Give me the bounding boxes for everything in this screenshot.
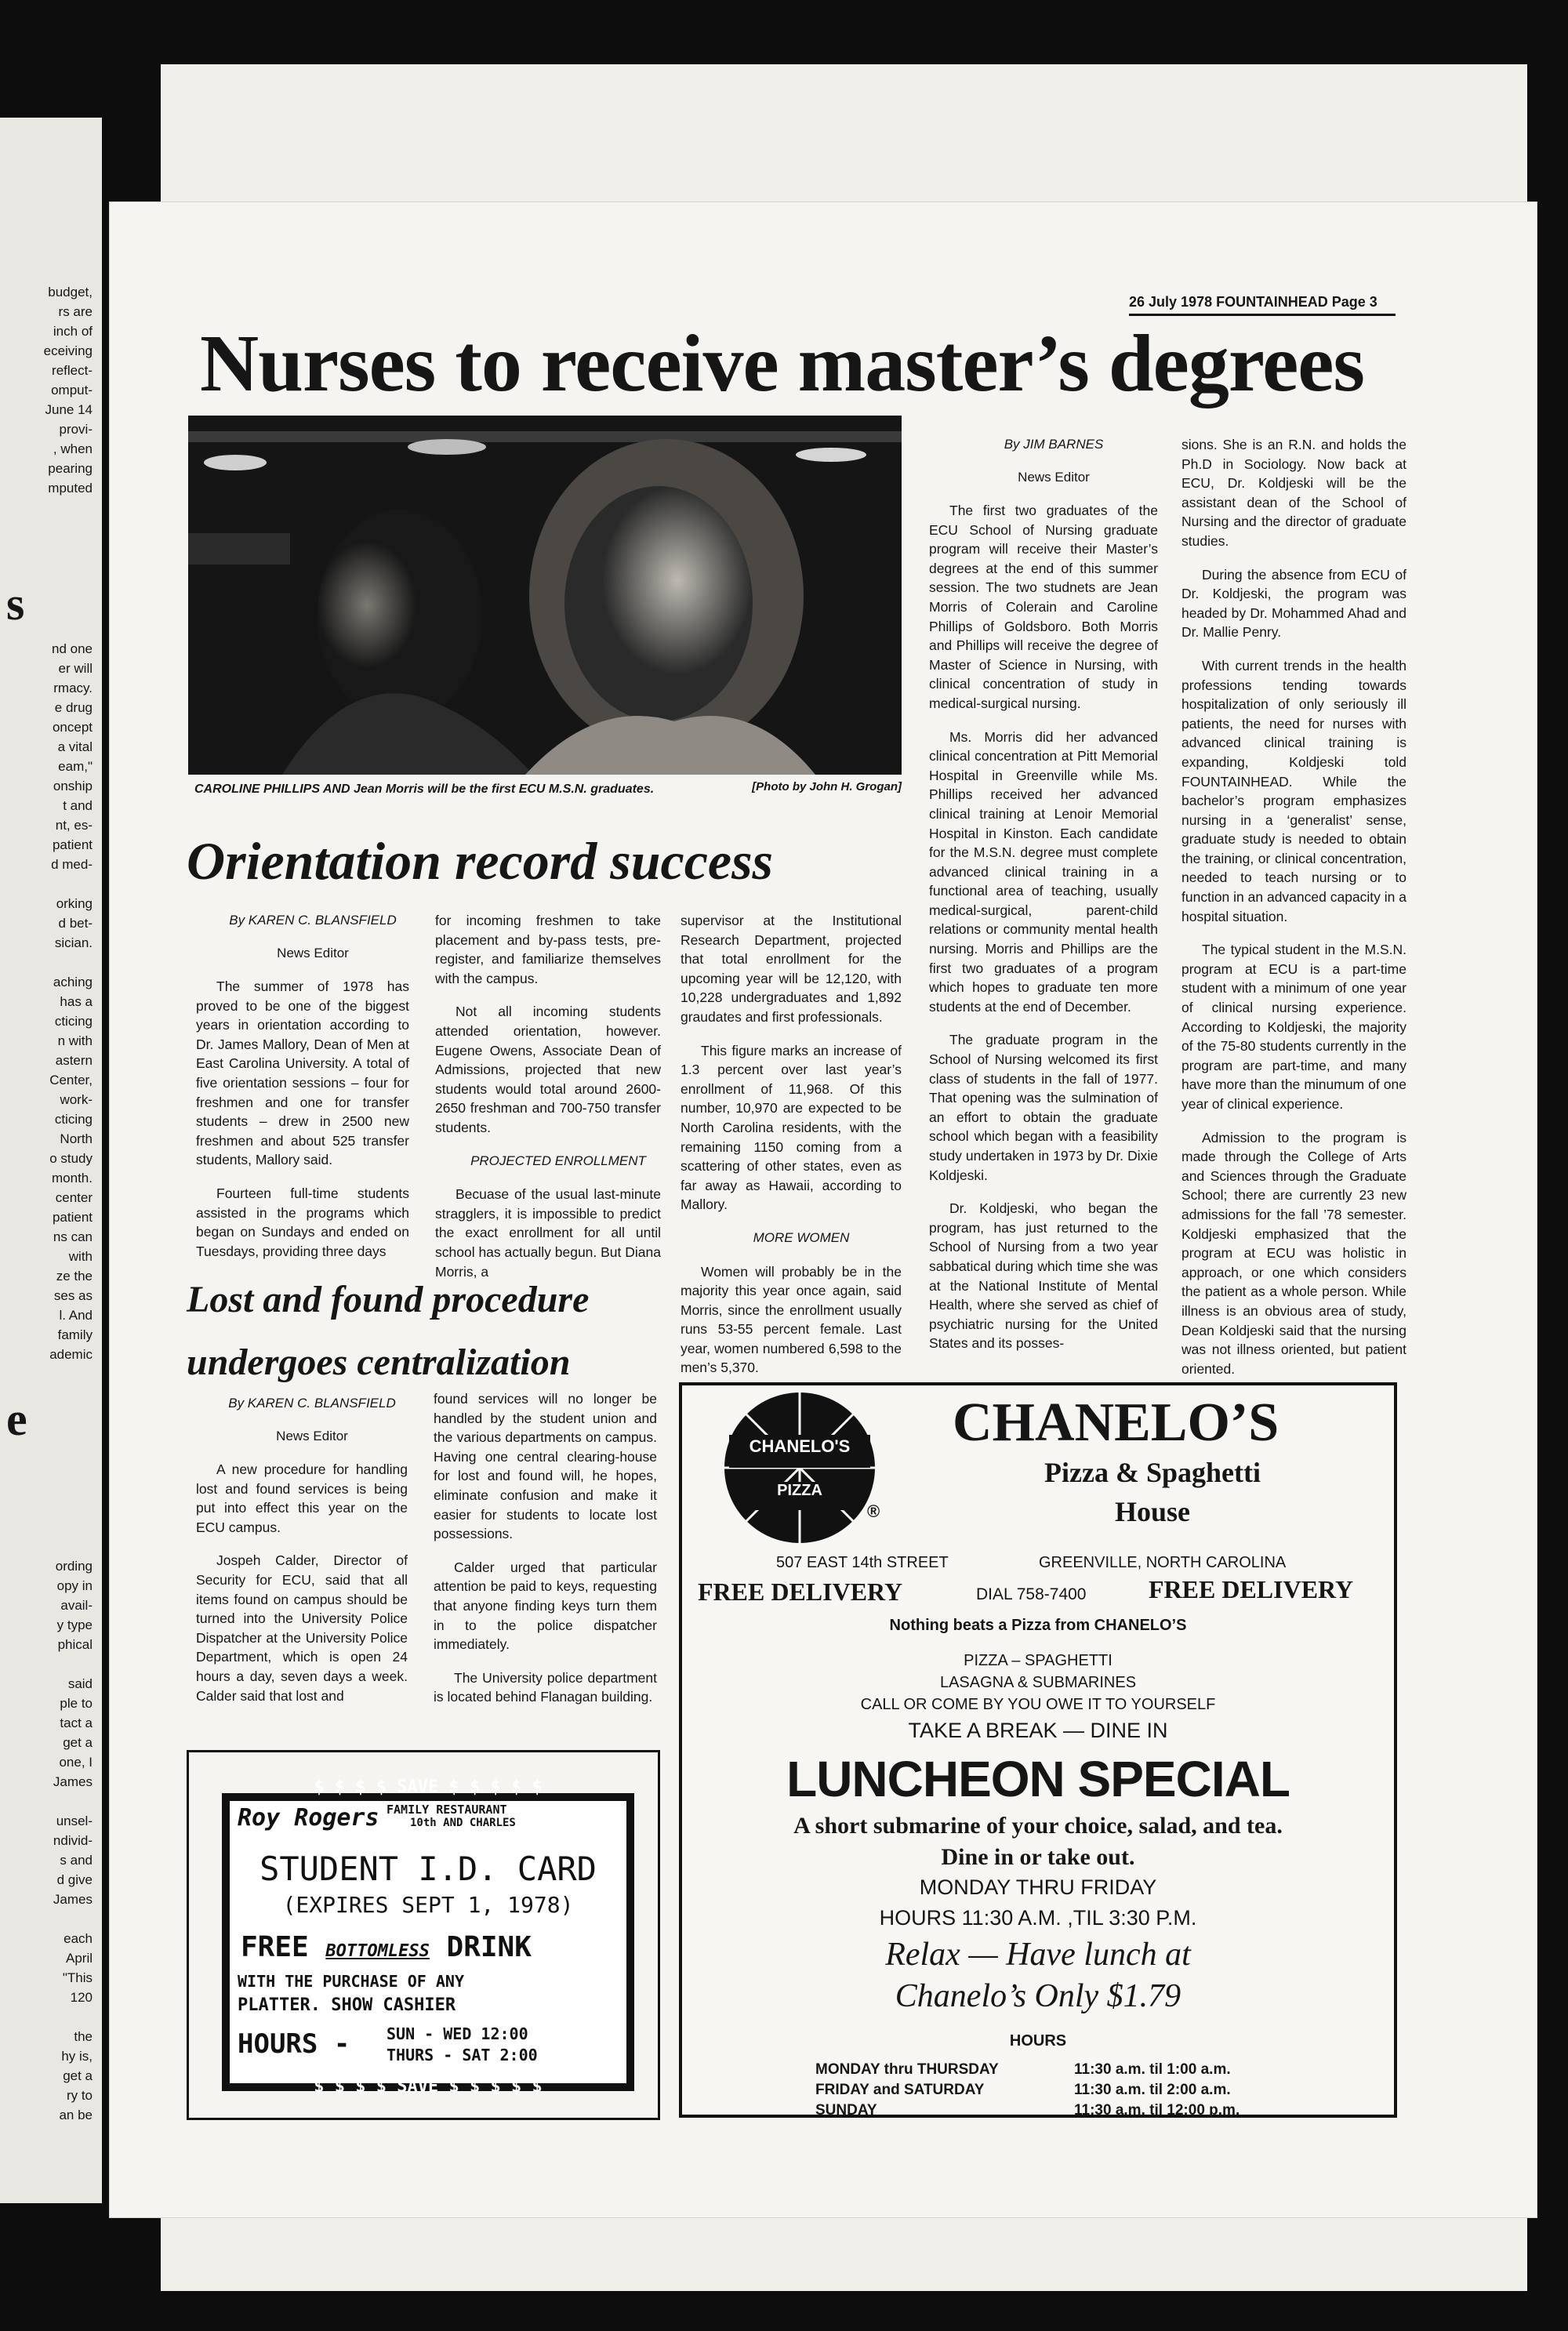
fragment-line: omput-: [51, 383, 93, 398]
menu-line-2: LASAGNA & SUBMARINES: [939, 1674, 1137, 1691]
dine-in-take-out: Dine in or take out.: [941, 1844, 1135, 1870]
paragraph: The graduate program in the School of Nursing welcomed its first class of students in the fall of 1977. That opening was the sulmination of an effort to obtain the graduate school which began with a feasibility study undertaken in 1973 by Dr. Dixie Koldjeski.: [929, 1032, 1158, 1183]
fragment-line: tact a: [60, 1716, 93, 1730]
chanelos-address: 507 EAST 14th STREET: [776, 1554, 949, 1571]
fragment-line: d bet-: [58, 916, 93, 931]
fragment-line: each: [64, 1931, 93, 1946]
take-a-break: TAKE A BREAK — DINE IN: [908, 1719, 1168, 1742]
fragment-line: aching: [53, 975, 93, 989]
paragraph: The summer of 1978 has proved to be one of the biggest years in orientation according to Dr. James Mallory, Dean of Men at East Carolina University. A total of five orientation sessions – four for freshmen and one for transfer students – drew in 2500 new freshmen and about 525 transfer students, Mallory said.: [196, 979, 409, 1168]
roy-rogers-location: 10th AND CHARLES: [410, 1817, 516, 1829]
paragraph: Becuase of the usual last-minute stragglers, it is impossible to predict the exact enrollment for all until school has actually begun. But Diana Morris, a: [435, 1186, 661, 1280]
photo-image: [188, 416, 902, 775]
subhead-projected-enrollment: PROJECTED ENROLLMENT: [470, 1153, 646, 1168]
fragment-line: an be: [59, 2108, 93, 2122]
fragment-line: onship: [53, 779, 93, 793]
fragment-line: e drug: [54, 700, 93, 715]
lostfound-column-2: [434, 1389, 657, 1721]
fragment-line: one, I: [59, 1755, 93, 1770]
hours-label: HOURS -: [238, 2028, 350, 2060]
photo-credit: [Photo by John H. Grogan]: [752, 780, 902, 793]
hours-row: [815, 2082, 1286, 2099]
fragment-line: o study: [49, 1151, 93, 1166]
fragment-line: get a: [63, 2068, 93, 2083]
fragment-line: [6, 2007, 93, 2027]
prev-page-fragments-low: [6, 1556, 93, 2125]
paragraph: The first two graduates of the ECU School of Nursing graduate program will receive their Master’s degrees at the end of this summer session. The two studnets are Jean Morris of Colerain and Caroline Phillips of Goldsboro. Both Morris and Phillips will receive the degree of Master of Science in Nursing, with clinical concentration of study in medical-surgical nursing.: [929, 503, 1158, 711]
fragment-line: 120: [70, 1990, 93, 2005]
nurses-column-1: [929, 435, 1158, 1367]
call-or-come-by: CALL OR COME BY YOU OWE IT TO YOURSELF: [860, 1696, 1216, 1713]
prev-page-fragments-mid: [6, 639, 93, 1364]
fragment-line: ple to: [60, 1696, 93, 1711]
fragment-line: has a: [60, 994, 93, 1009]
fragment-line: eceiving: [43, 343, 93, 358]
fragment-line: Center,: [49, 1073, 93, 1087]
fragment-line: reflect-: [52, 363, 93, 378]
fragment-line: ademic: [49, 1347, 93, 1362]
fragment-line: North: [60, 1131, 93, 1146]
fragment-line: April: [65, 1951, 93, 1966]
platter-line: PLATTER. SHOW CASHIER: [238, 1995, 456, 2015]
paragraph: The University police department is located behind Flanagan building.: [434, 1669, 657, 1705]
nurses-byline: By JIM BARNES: [1004, 437, 1104, 452]
subhead-more-women: MORE WOMEN: [753, 1229, 850, 1245]
hours-heading: HOURS: [1009, 2032, 1067, 2050]
paragraph: Fourteen full-time students assisted in the programs which began on Sundays and ended on Tuesdays, providing three days: [196, 1185, 409, 1259]
fragment-line: , when: [53, 441, 93, 456]
fragment-line: patient: [52, 1210, 93, 1225]
hours-row: [815, 2061, 1286, 2079]
fragment-line: cticing: [54, 1014, 93, 1029]
fragment-line: said: [67, 1676, 93, 1691]
registered-mark: ®: [867, 1501, 880, 1521]
nurses-byline-role: News Editor: [1018, 470, 1090, 485]
fragment-line: opy in: [56, 1578, 93, 1593]
luncheon-special: LUNCHEON SPECIAL: [786, 1751, 1290, 1807]
chanelos-title: CHANELO’S: [953, 1392, 1279, 1453]
paragraph: Women will probably be in the majority this year once again, said Morris, since the enrollment usually runs 53-55 percent female. Last year, women numbered 6,598 to the men’s 5,370.: [681, 1263, 902, 1376]
fragment-line: James: [53, 1892, 93, 1907]
paragraph: Dr. Koldjeski, who began the program, has just returned to the School of Nursing from a two year sabbatical during which time she was at the National Institute of Mental Health, where she served as chief of psychiatric nursing for the United States and its posses-: [929, 1200, 1158, 1352]
orientation-column-1-text: [196, 977, 409, 1261]
orientation-column-2-text-b: [435, 1185, 661, 1281]
save-banner-top: $ $ $ $ SAVE $ $ $ $ $: [314, 1777, 543, 1797]
chanelos-logo-icon: [721, 1389, 878, 1546]
chanelos-tagline-2: House: [1114, 1496, 1190, 1527]
orientation-column-2-text-a: [435, 911, 661, 1138]
paragraph: With current trends in the health professions tending towards hospitalization of only seriously ill patients, the need for nurses with advanced clinical training is expanding, Koldjeski told FOUNTAINHEAD. While the bachelor’s program emphasizes nursing in a ‘generalist’ sense, graduate study is needed to obtain the training, or clinical concentration, needed to teach nursing or to function in an advanced capacity in a hospital situation.: [1181, 657, 1406, 924]
fragment-line: n with: [57, 1033, 93, 1048]
paragraph: supervisor at the Institutional Research Department, projected that total enrollment for the upcoming year will be 12,120, with 10,228 undergraduates and 1,892 graudates and first professionals.: [681, 913, 902, 1025]
nurses-column-2-text: [1181, 435, 1406, 1378]
free-delivery-right: FREE DELIVERY: [1149, 1575, 1354, 1603]
fragment-line: s and: [60, 1853, 93, 1868]
roy-rogers-family: FAMILY RESTAURANT: [387, 1803, 507, 1817]
fragment-line: unsel-: [56, 1814, 93, 1828]
paragraph: sions. She is an R.N. and holds the Ph.D in Sociology. Now back at ECU, Dr. Koldjeski will be the assistant dean of the School of Nursing and the director of graduate studies.: [1181, 437, 1406, 549]
fragment-line: d give: [56, 1872, 93, 1887]
orientation-byline: By KAREN C. BLANSFIELD: [229, 913, 397, 928]
fragment-line: ns can: [53, 1229, 93, 1244]
page-folio: 26 July 1978 FOUNTAINHEAD Page 3: [1129, 294, 1377, 310]
fragment-line: ry to: [66, 2088, 93, 2103]
paragraph: The typical student in the M.S.N. program at ECU is a part-time student with a minimum of one year of clinical nursing experience. According to Koldjeski, the majority of the 75-80 students currently in the program are part-time, and many have more than the minumum of one year of clinical experience.: [1181, 942, 1406, 1112]
orientation-column-2: [435, 911, 661, 1295]
fragment-line: June 14: [45, 402, 93, 417]
paragraph: Ms. Morris did her advanced clinical concentration at Pitt Memorial Hospital in Greenville while Ms. Phillips received her advanced clinical training at Lenoir Memorial Hospital in Kinston. Each candidate for the M.S.N. degree must complete advanced clinical training in a functional area of teaching, usually medical-surgical, parent-child relations or community mental health nursing. Morris and Phillips are the first two graduates of a program which hopes to graduate ten more students at the end of December.: [929, 728, 1158, 1015]
paragraph: Not all incoming students attended orientation, however. Eugene Owens, Associate Dean of Admissions, projected that new students would total around 2600-2650 freshman and 700-750 transfer students.: [435, 1004, 661, 1135]
hours-time: 11:30 a.m. til 12:00 p.m.: [1074, 2102, 1240, 2119]
free-label: FREE: [241, 1931, 309, 1963]
bottomless-label: BOTTOMLESS: [325, 1941, 430, 1961]
paragraph: This figure marks an increase of 1.3 percent over last year’s enrollment of 11,968. Of this number, 10,970 are expected to be North Carolina residents, with the remaining 1150 coming from a scattering of other states, even as far away as Hawaii, according to Mallory.: [681, 1042, 902, 1213]
fragment-line: avail-: [60, 1598, 93, 1613]
student-id-card: STUDENT I.D. CARD: [260, 1850, 597, 1888]
lostfound-headline-line-1: Lost and found procedure: [187, 1279, 590, 1320]
script-line-1: Relax — Have lunch at: [885, 1937, 1191, 1973]
save-banner-bottom: $ $ $ $ SAVE $ $ $ $ $: [314, 2077, 543, 2097]
roy-rogers-coupon: [222, 1777, 634, 2097]
paragraph: Calder urged that particular attention be paid to keys, requesting that anyone finding keys turn them in to the police dispatcher immediately.: [434, 1559, 657, 1653]
fragment-line: nd one: [52, 641, 93, 656]
fragment-line: sician.: [54, 935, 93, 950]
fragment-line: the: [74, 2029, 93, 2044]
fragment-line: center: [55, 1190, 93, 1205]
luncheon-days: MONDAY THRU FRIDAY: [919, 1875, 1157, 1899]
menu-line-1: PIZZA – SPAGHETTI: [964, 1652, 1112, 1669]
fragment-line: [6, 1792, 93, 1811]
hours-time: 11:30 a.m. til 1:00 a.m.: [1074, 2061, 1231, 2078]
lostfound-column-2-text: [434, 1389, 657, 1707]
fragment-line: eam,": [58, 759, 93, 774]
fragment-line: budget,: [48, 285, 93, 300]
chanelos-phone: DIAL 758-7400: [976, 1585, 1087, 1603]
orientation-column-3-text-a: [681, 911, 902, 1215]
fragment-line: month.: [52, 1171, 93, 1185]
folio-rule: [1129, 314, 1396, 316]
paragraph: During the absence from ECU of Dr. Koldjeski, the program was headed by Dr. Mohammed Ahad and Dr. Mallie Penry.: [1181, 566, 1406, 641]
fragment-line: rmacy.: [53, 681, 93, 695]
fragment-line: [6, 1654, 93, 1674]
paragraph: Admission to the program is made through the College of Arts and Sciences through the Graduate School; there are currently 23 new admissions for the fall ’78 semester. Koldjeski emphasized that the program at ECU was holistic in approach, or one which considers the patient as a whole person. While illness is an obvious area of study, Dean Koldjeski said that the nursing was not illness oriented, but patient oriented.: [1181, 1129, 1406, 1377]
nurses-column-2: [1181, 435, 1406, 1392]
photo-caption: CAROLINE PHILLIPS AND Jean Morris will be the first ECU M.S.N. graduates.: [194, 782, 655, 796]
nothing-beats: Nothing beats a Pizza from CHANELO’S: [889, 1617, 1187, 1634]
fragment-line: family: [57, 1327, 93, 1342]
fragment-line: cticing: [54, 1112, 93, 1127]
luncheon-description: A short submarine of your choice, salad, and tea.: [793, 1813, 1283, 1839]
fragment-line: l. And: [59, 1308, 93, 1323]
fragment-line: ses as: [53, 1288, 93, 1303]
script-line-2: Chanelo’s Only $1.79: [895, 1978, 1181, 2014]
fragment-line: ording: [55, 1559, 93, 1574]
card-expiry: (EXPIRES SEPT 1, 1978): [282, 1892, 574, 1918]
nurses-headline: Nurses to receive master’s degrees: [200, 318, 1364, 408]
orientation-column-3: [681, 911, 902, 1392]
fragment-line: orking: [56, 896, 93, 911]
hours-days: MONDAY thru THURSDAY: [815, 2061, 999, 2078]
fragment-line: ndivid-: [53, 1833, 93, 1848]
lostfound-byline: By KAREN C. BLANSFIELD: [228, 1396, 396, 1411]
paragraph: for incoming freshmen to take placement and by-pass tests, pre-register, and familiarize themselves with the campus.: [435, 913, 661, 986]
orientation-byline-role: News Editor: [277, 946, 349, 960]
fragment-line: d med-: [51, 857, 93, 872]
fragment-line: [6, 874, 93, 894]
fragment-line: James: [53, 1774, 93, 1789]
fragment-line: provi-: [59, 422, 93, 437]
lostfound-column-1: [196, 1394, 408, 1719]
lostfound-headline-line-2: undergoes centralization: [187, 1342, 571, 1383]
fragment-line: [6, 1909, 93, 1929]
orientation-column-1: [196, 911, 409, 1275]
lostfound-byline-role: News Editor: [276, 1429, 348, 1443]
roy-rogers-ad: [187, 1750, 660, 2120]
fragment-line: hy is,: [61, 2049, 93, 2064]
logo-text-1: CHANELO'S: [749, 1436, 851, 1456]
fragment-line: [6, 953, 93, 972]
fragment-line: patient: [52, 837, 93, 852]
fragment-line: mputed: [48, 481, 93, 496]
chanelos-tagline-1: Pizza & Spaghetti: [1044, 1457, 1261, 1488]
fragment-line: inch of: [53, 324, 93, 339]
hours-days: SUNDAY: [815, 2102, 877, 2119]
fragment-line: er will: [58, 661, 93, 676]
fragment-line: t and: [63, 798, 93, 813]
fragment-line: a vital: [57, 739, 93, 754]
roy-rogers-name: Roy Rogers: [238, 1804, 379, 1832]
fragment-line: "This: [62, 1970, 93, 1985]
prev-page-big-letter-2: e: [6, 1393, 27, 1445]
hours-days: FRIDAY and SATURDAY: [815, 2082, 985, 2098]
prev-page-fragments-top: [6, 282, 93, 498]
previous-page-edge: [0, 118, 102, 2203]
hours-sun-wed: SUN - WED 12:00: [387, 2024, 528, 2043]
nurses-photo: [188, 416, 902, 775]
fragment-line: pearing: [48, 461, 93, 476]
logo-text-2: PIZZA: [777, 1482, 822, 1499]
hours-time: 11:30 a.m. til 2:00 a.m.: [1074, 2082, 1231, 2098]
fragment-line: with: [68, 1249, 93, 1264]
hours-thurs-sat: THURS - SAT 2:00: [387, 2046, 538, 2064]
luncheon-hours: HOURS 11:30 A.M. ,TIL 3:30 P.M.: [879, 1906, 1197, 1930]
free-drink-line: [241, 1931, 532, 1963]
paragraph: Jospeh Calder, Director of Security for ECU, said that all items found on campus should be turned into the University Police Dispatcher at the University Police Department, which is open 24 hours a day, seven days a week. Calder said that lost and: [196, 1552, 408, 1704]
fragment-line: nt, es-: [55, 818, 93, 833]
fragment-line: astern: [55, 1053, 93, 1068]
fragment-line: y type: [56, 1618, 93, 1632]
hours-row: [815, 2102, 1286, 2119]
chanelos-ad: [679, 1382, 1397, 2118]
fragment-line: get a: [63, 1735, 93, 1750]
fragment-line: oncept: [52, 720, 93, 735]
lostfound-headline: [187, 1269, 657, 1394]
chanelos-city: GREENVILLE, NORTH CAROLINA: [1039, 1554, 1287, 1571]
orientation-headline: Orientation record success: [187, 831, 773, 891]
nurses-column-1-text: [929, 501, 1158, 1353]
fragment-line: phical: [57, 1637, 93, 1652]
drink-label: DRINK: [446, 1931, 532, 1963]
free-delivery-left: FREE DELIVERY: [698, 1578, 903, 1606]
paragraph: A new procedure for handling lost and found services is being put into effect this year on the ECU campus.: [196, 1461, 408, 1535]
fragment-line: ze the: [56, 1269, 93, 1284]
lostfound-column-1-text: [196, 1460, 408, 1705]
paragraph: found services will no longer be handled by the student union and the various departments on campus. Having one central clearing-house for lost and found will, he hopes, eliminate confusion and make it easier for students to locate lost possessions.: [434, 1391, 657, 1542]
orientation-column-3-text-b: [681, 1262, 902, 1378]
fragment-line: rs are: [58, 304, 93, 319]
purchase-line: WITH THE PURCHASE OF ANY: [238, 1972, 464, 1991]
fragment-line: work-: [60, 1092, 93, 1107]
prev-page-big-letter-1: s: [6, 578, 25, 630]
